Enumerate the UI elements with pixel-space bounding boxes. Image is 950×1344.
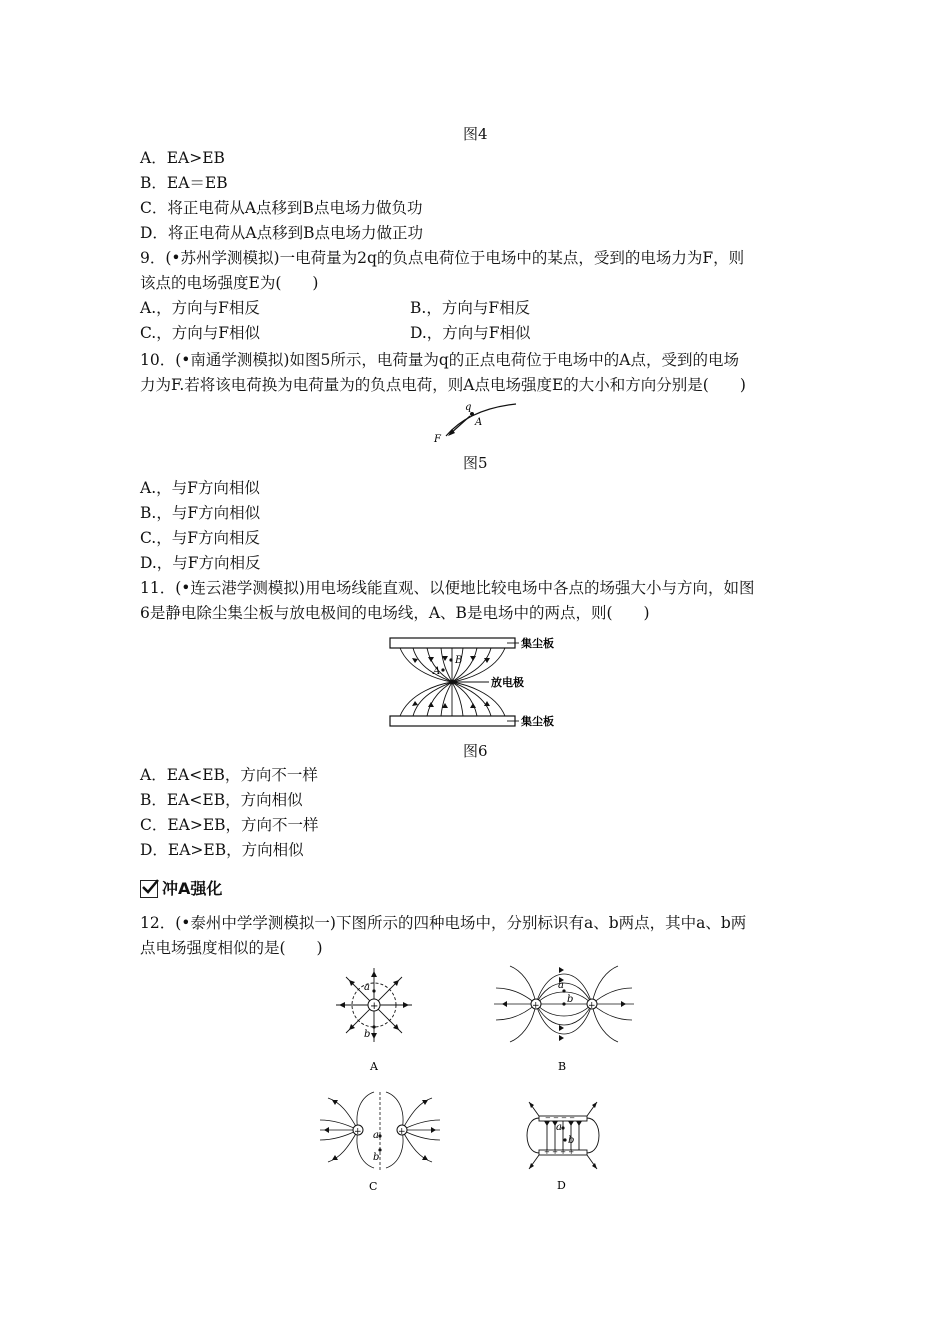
figd-positive-plate: + + + + <box>544 1148 575 1156</box>
figc-left-sign: + <box>354 1127 362 1137</box>
q9-stem-line1: 9．(•苏州学测模拟)一电荷量为2q的负点电荷位于电场中的某点，受到的电场力为F，则 <box>140 249 745 267</box>
q11-option-b: B．EA<EB，方向相似 <box>140 791 303 809</box>
q12-figure-a <box>322 962 427 1081</box>
fig5-diagram <box>428 398 528 450</box>
q10-stem-line2: 力为F.若将该电荷换为电荷量为的负点电荷，则A点电场强度E的大小和方向分别是( ) <box>140 376 746 394</box>
q9-option-a: A.，方向与F相反 <box>140 299 260 317</box>
q10-option-d: D.，与F方向相反 <box>140 554 261 572</box>
figd-label: D <box>557 1179 566 1192</box>
figd-point-b: b <box>568 1135 575 1146</box>
figb-point-b: b <box>567 994 574 1005</box>
q9-option-d: D.，方向与F相似 <box>410 324 531 342</box>
fig6-top-plate-label: 集尘板 <box>521 637 554 650</box>
fig6-point-a: A <box>433 666 441 677</box>
figb-right-sign: + <box>588 1001 596 1011</box>
q10-option-c: C.，与F方向相反 <box>140 529 260 547</box>
figa-label: A <box>370 1060 378 1073</box>
q9-option-c: C.，方向与F相似 <box>140 324 260 342</box>
q12-stem-line1: 12．(•泰州中学学测模拟一)下图所示的四种电场中，分别标识有a、b两点，其中a、b两 <box>140 914 747 932</box>
figc-label: C <box>369 1180 378 1193</box>
fig6-bottom-plate-label: 集尘板 <box>521 715 554 728</box>
q9-option-b: B.，方向与F相反 <box>410 299 531 317</box>
q11-stem-line1: 11．(•连云港学测模拟)用电场线能直观、以便地比较电场中各点的场强大小与方向，如图 <box>140 579 755 597</box>
figd-negative-plate: − − − − <box>545 1114 576 1122</box>
fig4-caption: 图4 <box>463 125 488 143</box>
figc-point-a: a <box>373 1130 379 1141</box>
figd-point-a: a <box>556 1122 562 1133</box>
fig5-caption: 图5 <box>463 454 488 472</box>
q8-option-c: C．将正电荷从A点移到B点电场力做负功 <box>140 199 423 217</box>
fig5-label-f: F <box>434 434 441 445</box>
q11-option-c: C．EA>EB，方向不一样 <box>140 816 319 834</box>
figc-point-b: b <box>373 1152 380 1163</box>
q12-figure-c <box>318 1090 443 1199</box>
q8-option-b: B．EA＝EB <box>140 174 228 192</box>
checkbox-icon <box>140 880 158 898</box>
section-heading <box>140 879 222 899</box>
figb-label: B <box>558 1060 567 1073</box>
fig6-caption: 图6 <box>463 742 488 760</box>
q11-option-d: D．EA>EB，方向相似 <box>140 841 304 859</box>
figa-point-a: a <box>364 982 370 993</box>
q11-stem-line2: 6是静电除尘集尘板与放电极间的电场线，A、B是电场中的两点，则( ) <box>140 604 650 622</box>
q10-option-b: B.，与F方向相似 <box>140 504 261 522</box>
q9-stem-line2: 该点的电场强度E为( ) <box>140 274 319 292</box>
figb-point-a: a <box>558 980 564 991</box>
figa-point-b: b <box>364 1029 371 1040</box>
figc-right-sign: + <box>398 1127 406 1137</box>
figb-left-sign: + <box>532 1001 540 1011</box>
figa-charge-sign: + <box>370 1001 379 1012</box>
q12-figure-b <box>492 962 637 1081</box>
q12-figure-d <box>515 1096 610 1198</box>
q12-stem-line2: 点电场强度相似的是( ) <box>140 939 323 957</box>
q10-option-a: A.，与F方向相似 <box>140 479 260 497</box>
q8-option-d: D．将正电荷从A点移到B点电场力做正功 <box>140 224 424 242</box>
q8-option-a: A．EA>EB <box>140 149 225 167</box>
fig6-diagram <box>385 632 585 736</box>
fig6-electrode-label: 放电极 <box>491 676 524 689</box>
fig5-label-a: A <box>475 417 483 428</box>
q11-option-a: A．EA<EB，方向不一样 <box>140 766 318 784</box>
q10-stem-line1: 10．(•南通学测模拟)如图5所示，电荷量为q的正点电荷位于电场中的A点，受到的电场 <box>140 351 739 369</box>
fig6-point-b: B <box>455 655 463 666</box>
fig5-label-q: q <box>465 402 472 413</box>
section-title: 冲A强化 <box>162 879 223 898</box>
